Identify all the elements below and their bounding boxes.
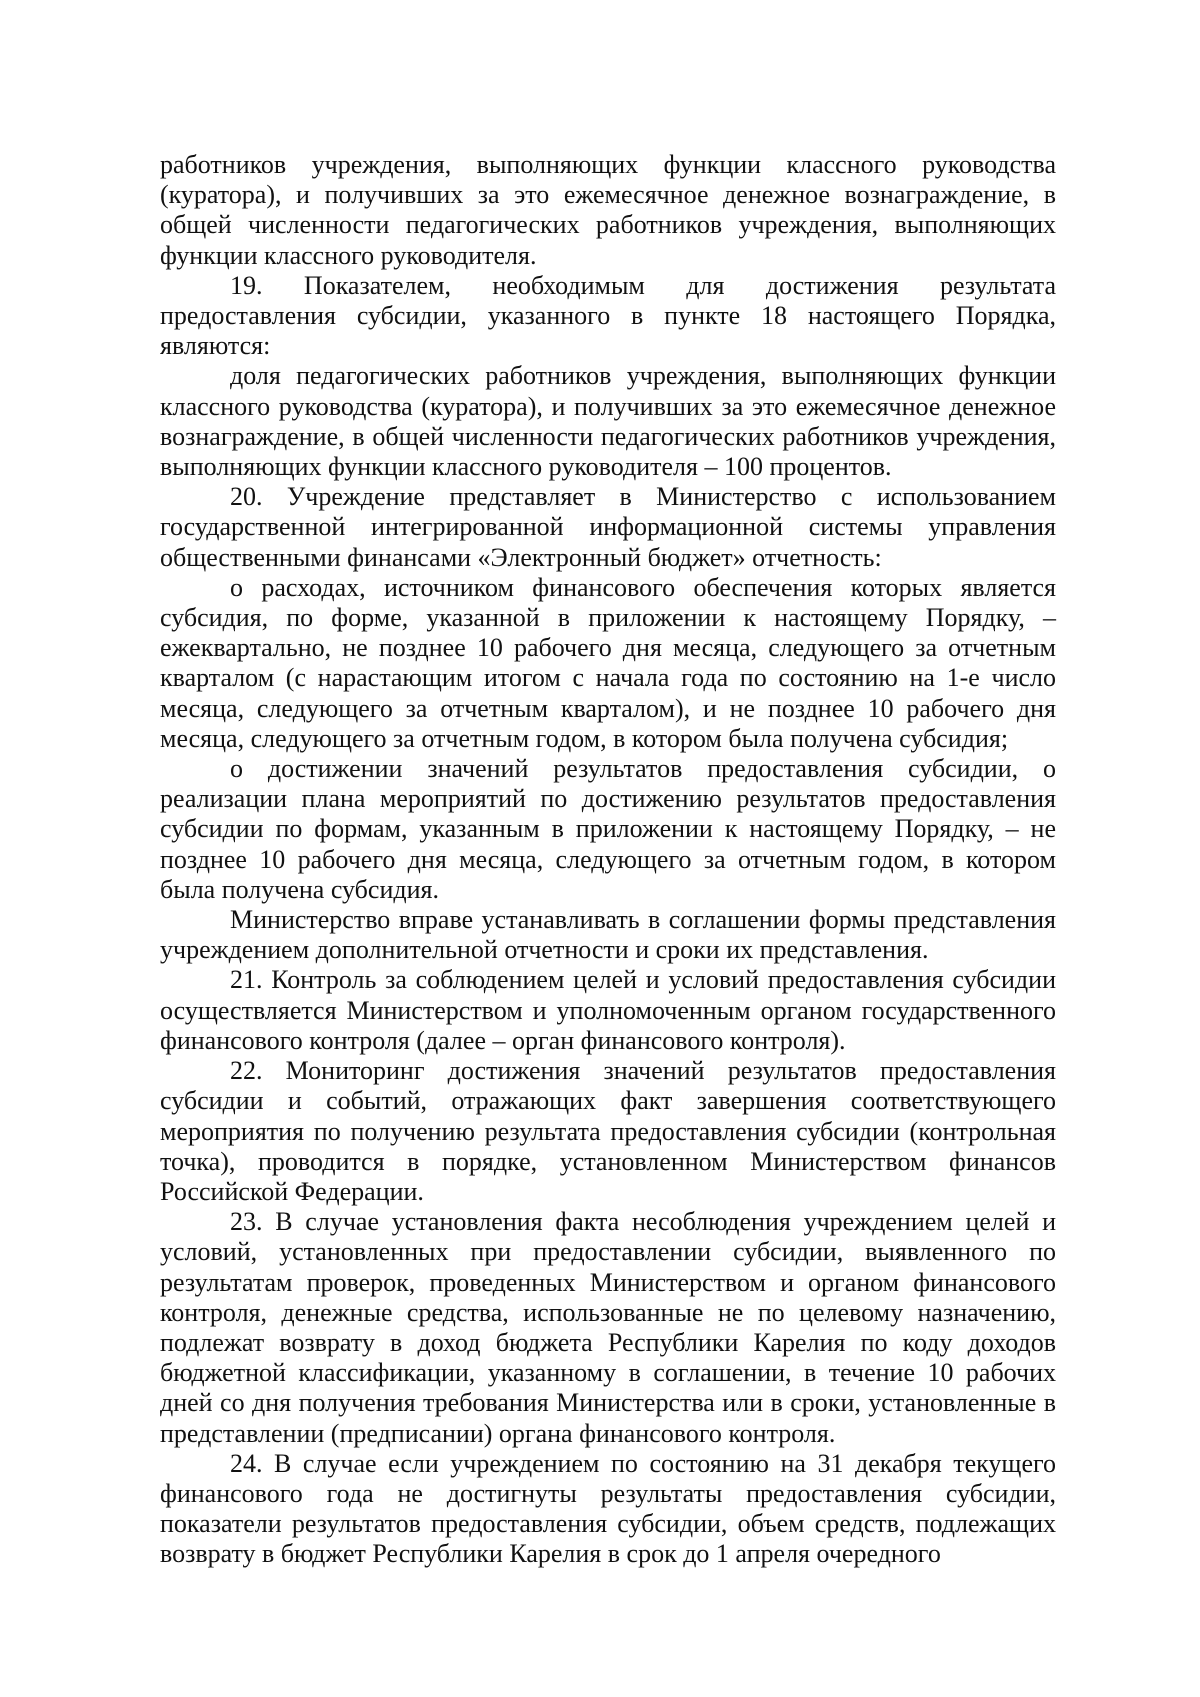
- paragraph-item-22: 22. Мониторинг достижения значений результатов предоставления субсидии и событий, отражающих факт завершения соответствующего мероприятия по получению результата предоставления субсидии (контрольная точка), проводится в порядке, установленном Министерством финансов Российской Федерации.: [160, 1056, 1056, 1206]
- paragraph-item-19: 19. Показателем, необходимым для достижения результата предоставления субсидии, указанного в пункте 18 настоящего Порядка, являются:: [160, 270, 1056, 361]
- paragraph-item-24: 24. В случае если учреждением по состоянию на 31 декабря текущего финансового года не достигнуты результаты предоставления субсидии, показатели результатов предоставления субсидии, объем средств, подлежащих возврату в бюджет Республики Карелия в срок до 1 апреля очередного: [160, 1448, 1056, 1569]
- paragraph-item-23: 23. В случае установления факта несоблюдения учреждением целей и условий, установленных при предоставлении субсидии, выявленного по результатам проверок, проведенных Министерством и органом финансового контроля, денежные средства, использованные не по целевому назначению, подлежат возврату в доход бюджета Республики Карелия по коду доходов бюджетной классификации, указанному в соглашении, в течение 10 рабочих дней со дня получения требования Министерства или в сроки, установленные в представлении (предписании) органа финансового контроля.: [160, 1207, 1056, 1448]
- paragraph-item-20-expenses: о расходах, источником финансового обеспечения которых является субсидия, по форме, указанной в приложении к настоящему Порядку, – ежеквартально, не позднее 10 рабочего дня месяца, следующего за отчетным кварталом (с нарастающим итогом с начала года по состоянию на 1-е число месяца, следующего за отчетным кварталом), и не позднее 10 рабочего дня месяца, следующего за отчетным годом, в котором была получена субсидия;: [160, 572, 1056, 753]
- paragraph-item-20-results: о достижении значений результатов предоставления субсидии, о реализации плана мероприятий по достижению результатов предоставления субсидии по формам, указанным в приложении к настоящему Порядку, – не позднее 10 рабочего дня месяца, следующего за отчетным годом, в котором была получена субсидия.: [160, 754, 1056, 904]
- paragraph-item-21: 21. Контроль за соблюдением целей и условий предоставления субсидии осуществляется Министерством и уполномоченным органом государственного финансового контроля (далее – орган финансового контроля).: [160, 965, 1056, 1055]
- document-page: [160, 150, 1056, 1570]
- paragraph-item-20-additional: Министерство вправе устанавливать в соглашении формы представления учреждением дополнительной отчетности и сроки их представления.: [160, 905, 1056, 965]
- paragraph-item-20: 20. Учреждение представляет в Министерство с использованием государственной интегрированной информационной системы управления общественными финансами «Электронный бюджет» отчетность:: [160, 482, 1056, 572]
- paragraph-item-19-indicator: доля педагогических работников учреждения, выполняющих функции классного руководства (куратора), и получивших за это ежемесячное денежное вознаграждение, в общей численности педагогических работников учреждения, выполняющих функции классного руководителя – 100 процентов.: [160, 361, 1056, 482]
- paragraph-continuation: работников учреждения, выполняющих функции классного руководства (куратора), и получивших за это ежемесячное денежное вознаграждение, в общей численности педагогических работников учреждения, выполняющих функции классного руководителя.: [160, 150, 1056, 270]
